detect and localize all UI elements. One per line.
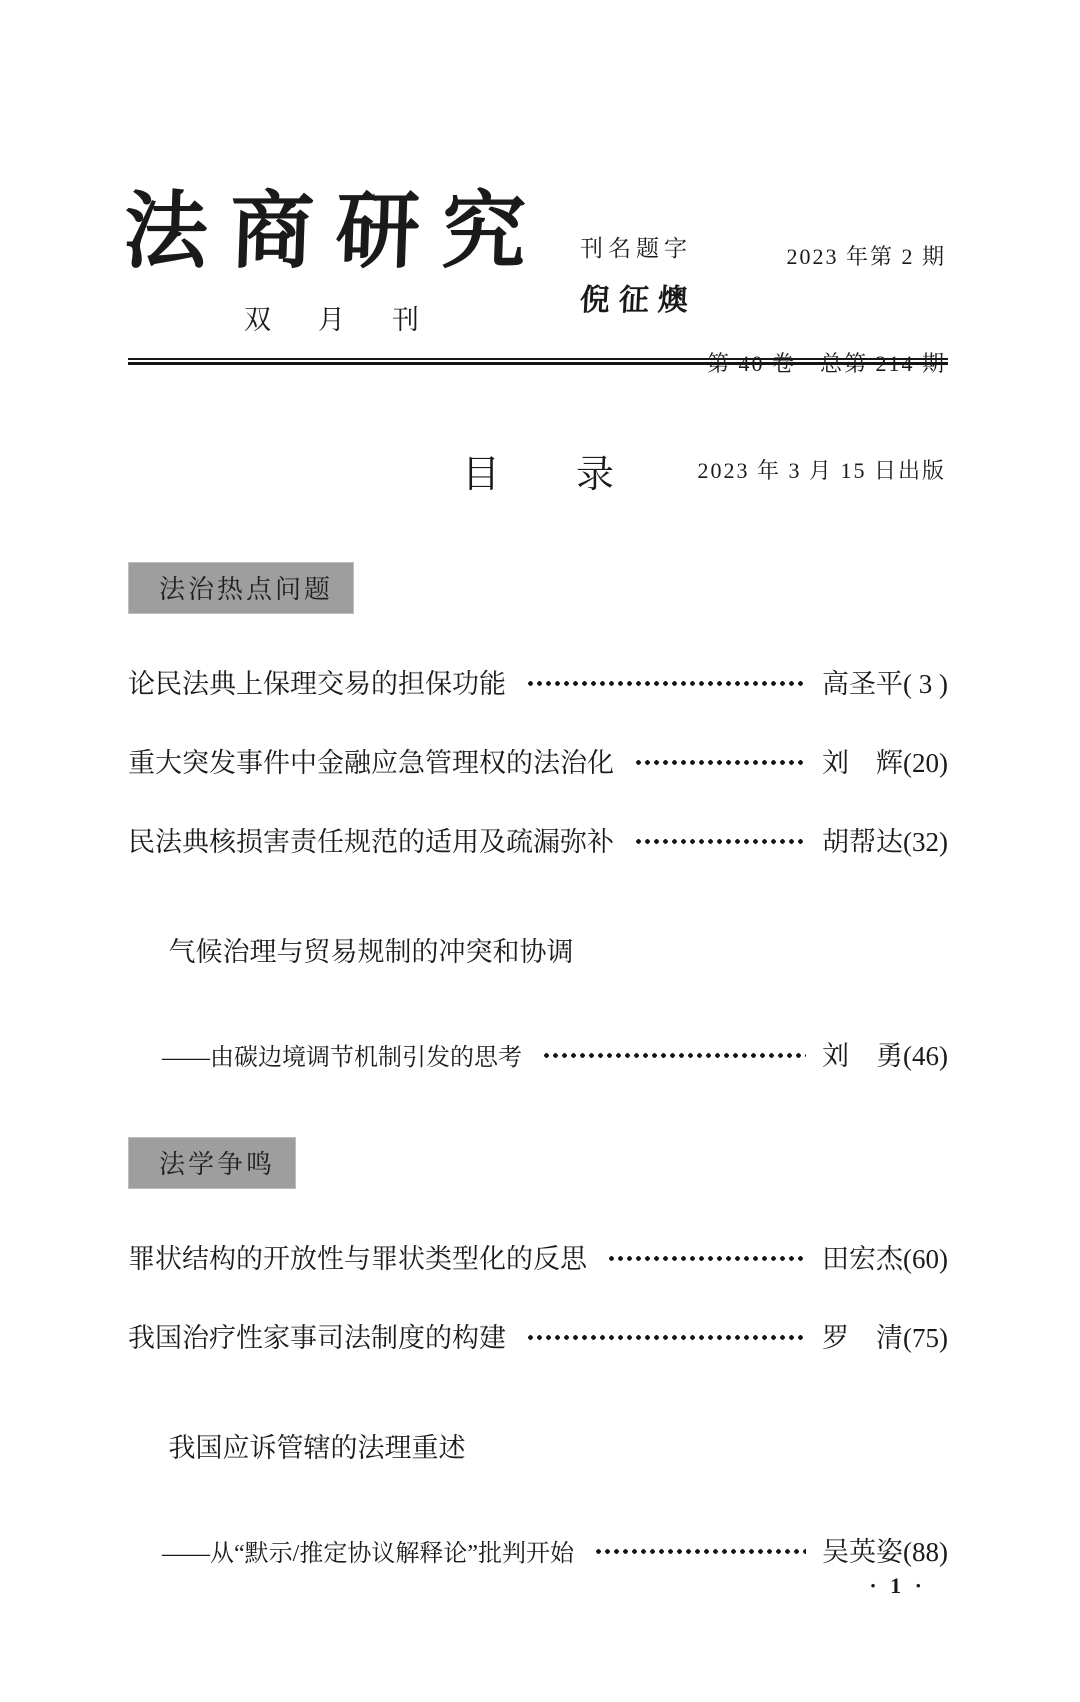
article-page-number: (46) [903, 1041, 948, 1071]
article-title: 气候治理与贸易规制的冲突和协调 [168, 937, 574, 967]
folio-page-number: · 1 · [869, 1573, 926, 1598]
volume-cumulative-number: 第 40 卷 总第 214 期 [706, 351, 946, 376]
section-band-legal-debate: 法学争鸣 [128, 1137, 296, 1189]
article-author: 吴英姿 [822, 1537, 904, 1567]
dot-leader [594, 1547, 806, 1556]
inscription-calligrapher-name: 倪征燠 [578, 284, 698, 317]
toc-entry [128, 1237, 948, 1276]
toc-entry [128, 741, 948, 780]
article-page-number: ( 3 ) [903, 669, 948, 699]
article-author: 胡帮达 [822, 827, 904, 857]
article-page-number: (32) [903, 827, 948, 857]
section-legal-debate [128, 1073, 948, 1569]
article-author: 田宏杰 [822, 1244, 904, 1274]
journal-frequency-label: 双 月 刊 [244, 305, 429, 335]
toc-heading: 目 录 [461, 454, 614, 496]
article-page-number: (75) [903, 1323, 948, 1353]
section-hot-topics [128, 498, 948, 1073]
inscription-label: 刊名题字 [580, 236, 692, 261]
toc-entry [128, 662, 948, 701]
article-title: 民法典核损害责任规范的适用及疏漏弥补 [128, 827, 614, 857]
article-page-number: (60) [903, 1244, 948, 1274]
publish-date: 2023 年 3 月 15 日出版 [697, 458, 946, 483]
toc-entry-title-line [128, 899, 948, 1000]
article-title: 论民法典上保理交易的担保功能 [128, 669, 506, 699]
dot-leader [634, 758, 806, 767]
article-title: 重大突发事件中金融应急管理权的法治化 [128, 748, 614, 778]
toc-entry-subtitle-line [128, 1034, 948, 1073]
article-author: 高圣平 [822, 669, 904, 699]
dot-leader [607, 1254, 806, 1263]
section-band-hot-topics: 法治热点问题 [128, 562, 354, 614]
article-page-number: (20) [903, 748, 948, 778]
issue-year-number: 2023 年第 2 期 [786, 244, 946, 269]
journal-title-calligraphy: 法商研究 [122, 186, 550, 279]
inscription-block [580, 230, 697, 319]
article-subtitle: ——由碳边境调节机制引发的思考 [162, 1045, 522, 1071]
article-title: 罪状结构的开放性与罪状类型化的反思 [128, 1244, 587, 1274]
toc-entry-subtitle-line [128, 1530, 948, 1569]
toc-entry [128, 1316, 948, 1355]
article-author: 刘 勇 [822, 1041, 904, 1071]
dot-leader [526, 679, 806, 688]
toc-entry [128, 820, 948, 859]
toc-entry-title-line [128, 1395, 948, 1496]
dot-leader [542, 1051, 806, 1060]
article-author: 罗 清 [822, 1323, 904, 1353]
dot-leader [634, 837, 806, 846]
article-author: 刘 辉 [822, 748, 904, 778]
journal-toc-page [0, 178, 1080, 1702]
article-subtitle: ——从“默示/推定协议解释论”批判开始 [162, 1541, 574, 1567]
issue-info-block [697, 188, 946, 537]
article-title: 我国治疗性家事司法制度的构建 [128, 1323, 506, 1353]
article-page-number: (88) [903, 1537, 948, 1567]
dot-leader [526, 1333, 806, 1342]
article-title: 我国应诉管辖的法理重述 [168, 1433, 466, 1463]
